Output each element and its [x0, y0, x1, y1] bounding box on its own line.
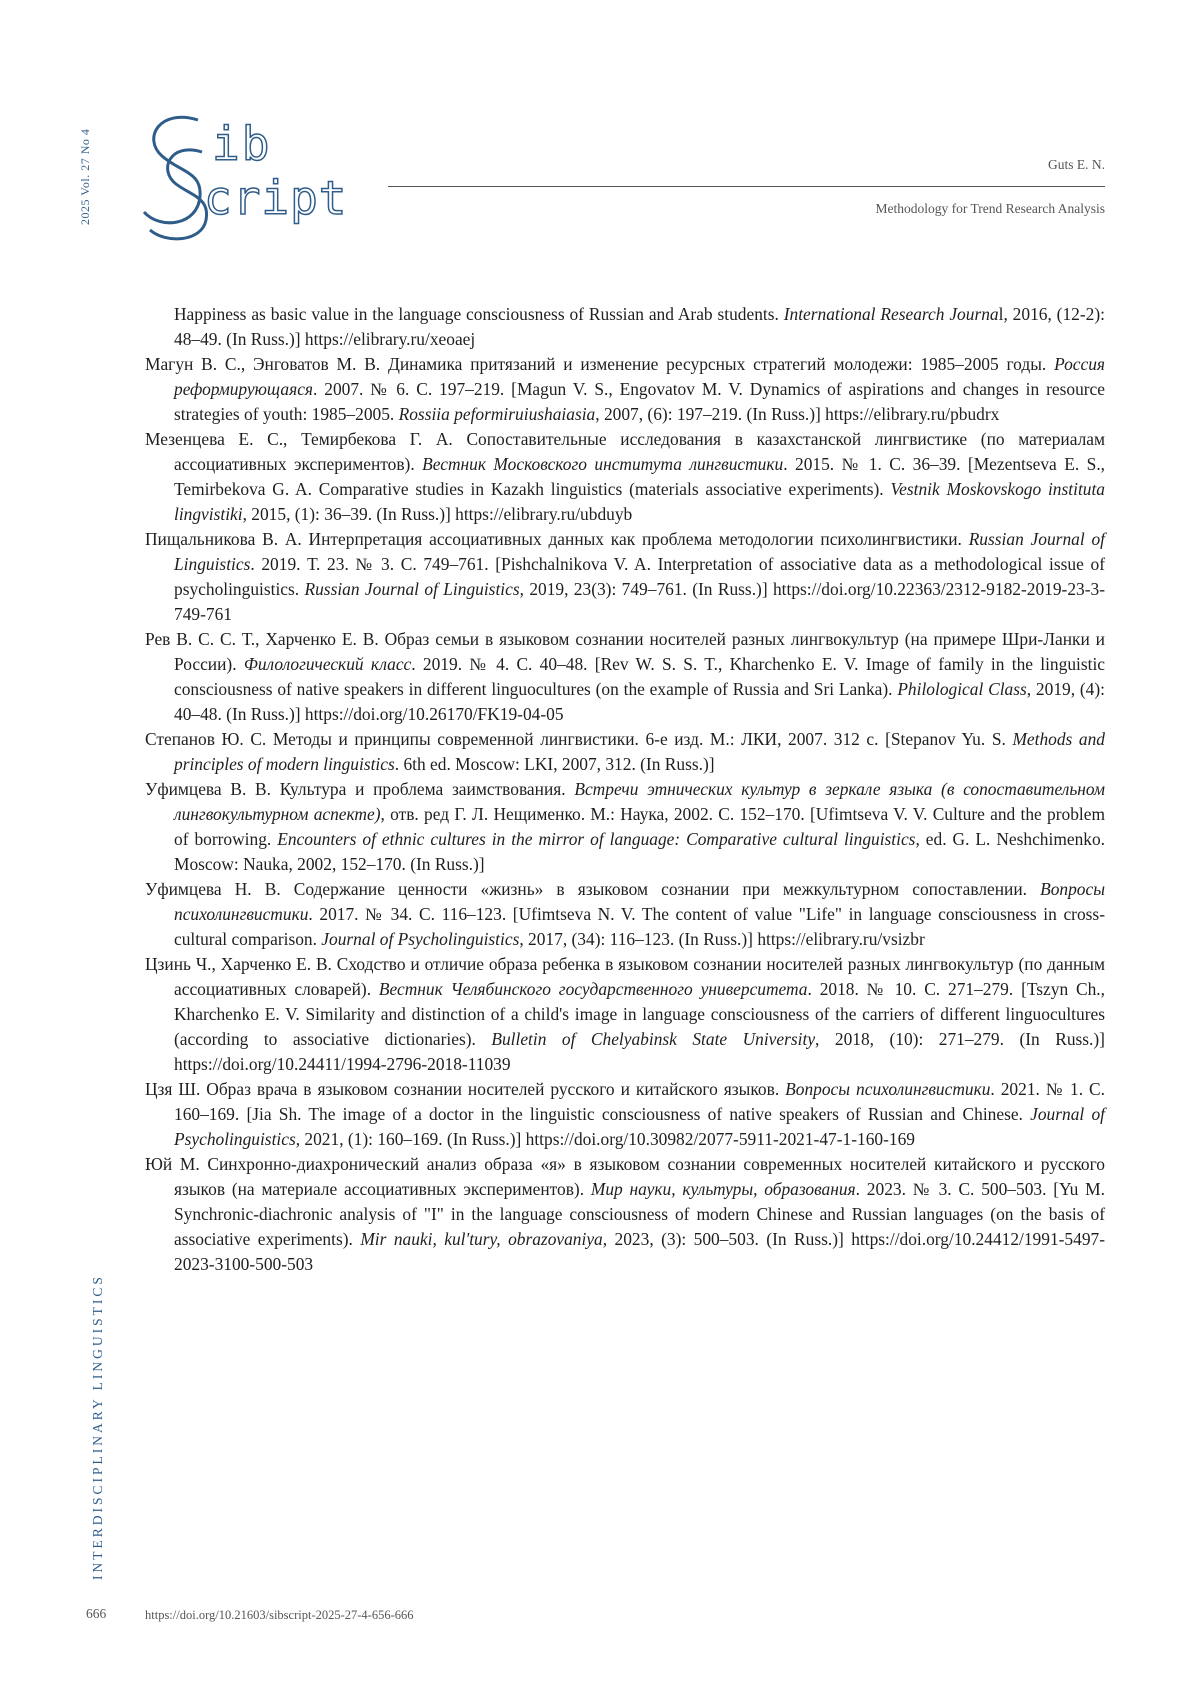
- footer-doi-link[interactable]: https://doi.org/10.21603/sibscript-2025-27-4-656-666: [145, 1608, 414, 1622]
- reference-entry: [145, 352, 1105, 427]
- reference-entry: [145, 777, 1105, 877]
- reference-text: , 2021, (1): 160–169. (In Russ.)] https://doi.org/10.30982/2077-5911-2021-47-1-160-169: [295, 1129, 915, 1149]
- reference-entry: [145, 952, 1105, 1077]
- reference-entry: [145, 727, 1105, 777]
- reference-text: Степанов Ю. С. Методы и принципы современной лингвистики. 6-е изд. М.: ЛКИ, 2007. 312 с. [Stepanov Yu. S.: [145, 729, 1013, 749]
- reference-text: Уфимцева В. В. Культура и проблема заимствования.: [145, 779, 575, 799]
- reference-source-title: Rossiia peformiruiushaiasia: [398, 404, 596, 424]
- journal-logo: [140, 108, 380, 248]
- reference-entry: [145, 1152, 1105, 1277]
- reference-source-title: Встречи этнических культур в зеркале языка (в сопоставительном лингвокультурном аспекте): [174, 779, 1106, 824]
- header-divider: [388, 186, 1105, 187]
- reference-text: , 2007, (6): 197–219. (In Russ.)] https://elibrary.ru/pbudrx: [595, 404, 1000, 424]
- reference-text: Магун В. С., Энговатов М. В. Динамика притязаний и изменение ресурсных стратегий молодежи: 1985–2005 годы.: [145, 354, 1055, 374]
- reference-text: , 2017, (34): 116–123. (In Russ.)] https://elibrary.ru/vsizbr: [519, 929, 925, 949]
- reference-text: Happiness as basic value in the language consciousness of Russian and Arab students.: [174, 304, 784, 324]
- section-label: INTERDISCIPLINARY LINGUISTICS: [90, 1274, 105, 1580]
- reference-source-title: Вопросы психолингвистики: [174, 879, 1105, 924]
- reference-text: . 6th ed. Moscow: LKI, 2007, 312. (In Russ.)]: [394, 754, 715, 774]
- reference-text: Рев В. С. С. Т., Харченко Е. В. Образ семьи в языковом сознании носителей разных лингвокультур (на примере Шри-Ланки и России).: [145, 629, 1105, 674]
- reference-text: . 2015. № 1. С. 36–39. [Mezentseva E. S., Temirbekova G. A. Comparative studies in Kazakh linguistics (materials associative experiments).: [174, 454, 1106, 499]
- reference-source-title: Вестник Московского института лингвистики: [422, 454, 784, 474]
- reference-source-title: Mir nauki, kul'tury, obrazovaniya: [360, 1229, 603, 1249]
- reference-source-title: Russian Journal of Linguistics: [304, 579, 520, 599]
- page-number: 666: [86, 1606, 107, 1621]
- reference-text: , 2015, (1): 36–39. (In Russ.)] https://elibrary.ru/ubduyb: [242, 504, 633, 524]
- reference-entry: [145, 627, 1105, 727]
- reference-entry: [145, 302, 1105, 352]
- reference-source-title: Филологический класс: [243, 654, 412, 674]
- journal-volume-label: 2025 Vol. 27 No 4: [78, 128, 92, 225]
- running-header-author: Guts E. N.: [1048, 157, 1105, 172]
- reference-source-title: Journal of Psycholinguistics: [174, 1104, 1105, 1149]
- reference-source-title: Россия реформирующаяся: [174, 354, 1105, 399]
- reference-text: . 2019. Т. 23. № 3. С. 749–761. [Pishchalnikova V. A. Interpretation of associative data as a methodological issue of psycholinguistics.: [174, 554, 1105, 599]
- reference-text: Юй М. Синхронно-диахронический анализ образа «я» в языковом сознании современных носителей китайского и русского языков (на материале ассоциативных экспериментов).: [145, 1154, 1105, 1199]
- reference-text: , 2018, (10): 271–279. (In Russ.)] https://doi.org/10.24411/1994-2796-2018-11039: [174, 1029, 1105, 1074]
- reference-text: . 2019. № 4. С. 40–48. [Rev W. S. S. T., Kharchenko E. V. Image of family in the linguistic consciousness of native speakers in different linguocultures (on the example of Russia and Sri Lanka).: [174, 654, 1105, 699]
- reference-text: , 2019, (4): 40–48. (In Russ.)] https://doi.org/10.26170/FK19-04-05: [174, 679, 1105, 724]
- reference-text: Цзя Ш. Образ врача в языковом сознании носителей русского и китайского языков.: [145, 1079, 786, 1099]
- reference-source-title: Bulletin of Chelyabinsk State University: [491, 1029, 816, 1049]
- reference-source-title: Вопросы психолингвистики: [785, 1079, 991, 1099]
- running-header-title: Methodology for Trend Research Analysis: [875, 201, 1105, 216]
- reference-entry: [145, 427, 1105, 527]
- reference-text: l, 2016, (12-2): 48–49. (In Russ.)] https://elibrary.ru/xeoaej: [174, 304, 1105, 349]
- reference-text: . 2007. № 6. С. 197–219. [Magun V. S., Engovatov M. V. Dynamics of aspirations and changes in resource strategies of youth: 1985–2005.: [174, 379, 1105, 424]
- reference-source-title: Methods and principles of modern linguistics: [174, 729, 1106, 774]
- reference-text: . 2021. № 1. С. 160–169. [Jia Sh. The image of a doctor in the linguistic consciousness of native speakers of Russian and Chinese.: [174, 1079, 1105, 1124]
- reference-source-title: Journal of Psycholinguistics: [321, 929, 520, 949]
- reference-entry: [145, 527, 1105, 627]
- reference-text: . 2018. № 10. С. 271–279. [Tszyn Ch., Kharchenko E. V. Similarity and distinction of a child's image in language consciousness of the carriers of different linguocultures (according to associative dictionaries).: [174, 979, 1105, 1049]
- reference-text: Цзинь Ч., Харченко Е. В. Сходство и отличие образа ребенка в языковом сознании носителей разных лингвокультур (по данным ассоциативных словарей).: [145, 954, 1105, 999]
- reference-list: [145, 302, 1105, 1277]
- reference-text: . 2017. № 34. С. 116–123. [Ufimtseva N. V. The content of value "Life" in language consciousness in cross-cultural comparison.: [174, 904, 1105, 949]
- reference-source-title: Vestnik Moskovskogo instituta lingvistiki: [174, 479, 1105, 524]
- logo-wordmark-top: ib: [212, 117, 272, 171]
- reference-source-title: Вестник Челябинского государственного университета: [378, 979, 808, 999]
- reference-source-title: Мир науки, культуры, образования: [590, 1179, 856, 1199]
- reference-text: , 2023, (3): 500–503. (In Russ.)] https://doi.org/10.24412/1991-5497-2023-3100-500-503: [174, 1229, 1106, 1274]
- reference-source-title: Russian Journal of Linguistics: [174, 529, 1105, 574]
- reference-text: , ed. G. L. Neshchimenko. Moscow: Nauka, 2002, 152–170. (In Russ.)]: [174, 829, 1106, 874]
- logo-wordmark-bottom: cript: [204, 171, 348, 225]
- reference-text: Пищальникова В. А. Интерпретация ассоциативных данных как проблема методологии психолингвистики.: [145, 529, 969, 549]
- reference-source-title: International Research Journa: [783, 304, 999, 324]
- reference-entry: [145, 1077, 1105, 1152]
- reference-entry: [145, 877, 1105, 952]
- reference-source-title: Encounters of ethnic cultures in the mirror of language: Comparative cultural linguistics: [277, 829, 916, 849]
- reference-text: Уфимцева Н. В. Содержание ценности «жизнь» в языковом сознании при межкультурном сопоставлении.: [145, 879, 1041, 899]
- reference-source-title: Philological Class: [897, 679, 1027, 699]
- reference-text: . 2023. № 3. С. 500–503. [Yu M. Synchronic-diachronic analysis of "I" in the language consciousness of modern Chinese and Russian languages (on the basis of associative experiments).: [174, 1179, 1105, 1249]
- reference-text: , 2019, 23(3): 749–761. (In Russ.)] https://doi.org/10.22363/2312-9182-2019-23-3-749-761: [174, 579, 1105, 624]
- reference-text: , отв. ред Г. Л. Нещименко. М.: Наука, 2002. С. 152–170. [Ufimtseva V. V. Culture and the problem of borrowing.: [174, 804, 1105, 849]
- reference-text: Мезенцева Е. С., Темирбекова Г. А. Сопоставительные исследования в казахстанской лингвистике (по материалам ассоциативных экспериментов).: [145, 429, 1105, 474]
